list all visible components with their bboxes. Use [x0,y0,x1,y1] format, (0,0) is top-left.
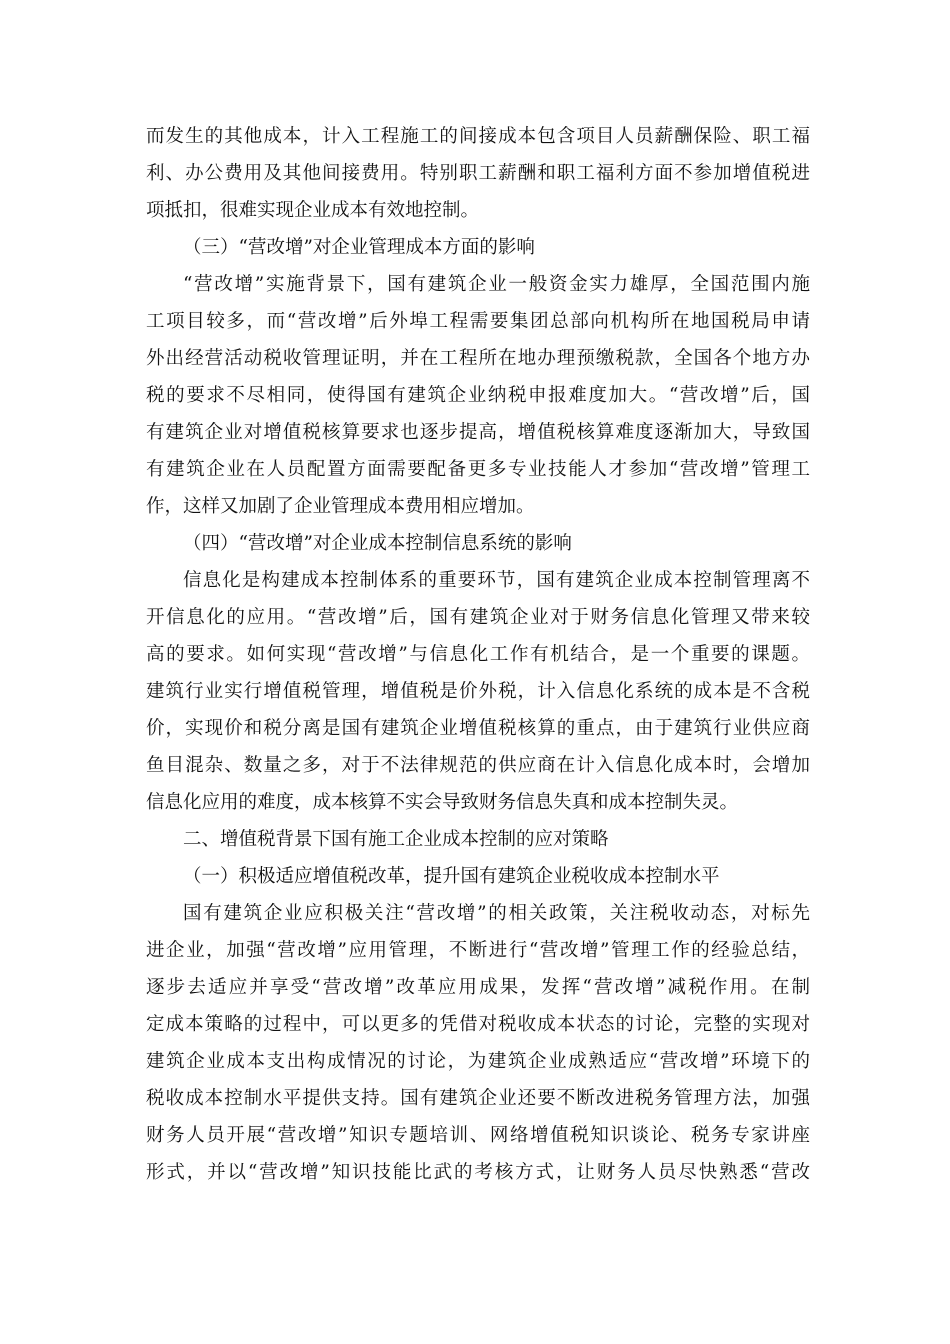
text-line: 建筑企业成本支出构成情况的讨论，为建筑企业成熟适应“营改增”环境下的 [146,1051,810,1072]
section-heading-part-two: 二、增值税背景下国有施工企业成本控制的应对策略 [183,829,609,850]
paragraph-management-cost [146,266,810,525]
text-line: 税收成本控制水平提供支持。国有建筑企业还要不断改进税务管理方法，加强 [146,1088,810,1109]
text-line: 信息化是构建成本控制体系的重要环节，国有建筑企业成本控制管理离不 [183,570,810,591]
text-line: 定成本策略的过程中，可以更多的凭借对税收成本状态的讨论，完整的实现对 [146,1014,810,1035]
text-line: 而发生的其他成本，计入工程施工的间接成本包含项目人员薪酬保险、职工福 [146,126,810,147]
text-line: 建筑行业实行增值税管理，增值税是价外税，计入信息化系统的成本是不含税 [146,681,810,702]
text-line: 税的要求不尽相同，使得国有建筑企业纳税申报难度加大。“营改增”后，国 [146,385,810,406]
text-line: 逐步去适应并享受“营改增”改革应用成果，发挥“营改增”减税作用。在制 [146,977,810,998]
text-line: 国有建筑企业应积极关注“营改增”的相关政策，关注税收动态，对标先 [183,903,810,924]
section-heading-4: （四）“营改增”对企业成本控制信息系统的影响 [183,533,572,554]
text-line: 外出经营活动税收管理证明，并在工程所在地办理预缴税款，全国各个地方办 [146,348,810,369]
text-line: 价，实现价和税分离是国有建筑企业增值税核算的重点，由于建筑行业供应商 [146,718,810,739]
text-line: “营改增”实施背景下，国有建筑企业一般资金实力雄厚，全国范围内施 [183,274,810,295]
section-heading-3: （三）“营改增”对企业管理成本方面的影响 [183,237,535,258]
document-page [146,118,810,1191]
text-line: 工项目较多，而“营改增”后外埠工程需要集团总部向机构所在地国税局申请 [146,311,810,332]
text-line: 形式，并以“营改增”知识技能比武的考核方式，让财务人员尽快熟悉“营改 [146,1162,810,1183]
text-line: 作，这样又加剧了企业管理成本费用相应增加。 [146,496,535,517]
text-line: 开信息化的应用。“营改增”后，国有建筑企业对于财务信息化管理又带来较 [146,607,810,628]
paragraph-information-system [146,562,810,821]
text-line: 财务人员开展“营改增”知识专题培训、网络增值税知识谈论、税务专家讲座 [146,1125,810,1146]
text-line: 有建筑企业在人员配置方面需要配备更多专业技能人才参加“营改增”管理工 [146,459,810,480]
text-line: 利、办公费用及其他间接费用。特别职工薪酬和职工福利方面不参加增值税进 [146,163,810,184]
text-line: 信息化应用的难度，成本核算不实会导致财务信息失真和成本控制失灵。 [146,792,739,813]
paragraph-tax-reform [146,895,810,1191]
text-line: 项抵扣，很难实现企业成本有效地控制。 [146,200,480,221]
text-line: 有建筑企业对增值税核算要求也逐步提高，增值税核算难度逐渐加大，导致国 [146,422,810,443]
text-line: 高的要求。如何实现“营改增”与信息化工作有机结合，是一个重要的课题。 [146,644,810,665]
text-line: 进企业，加强“营改增”应用管理，不断进行“营改增”管理工作的经验总结， [146,940,810,961]
section-heading-1: （一）积极适应增值税改革，提升国有建筑企业税收成本控制水平 [183,866,720,887]
paragraph-continuation [146,118,810,229]
text-line: 鱼目混杂、数量之多，对于不法律规范的供应商在计入信息化成本时，会增加 [146,755,810,776]
